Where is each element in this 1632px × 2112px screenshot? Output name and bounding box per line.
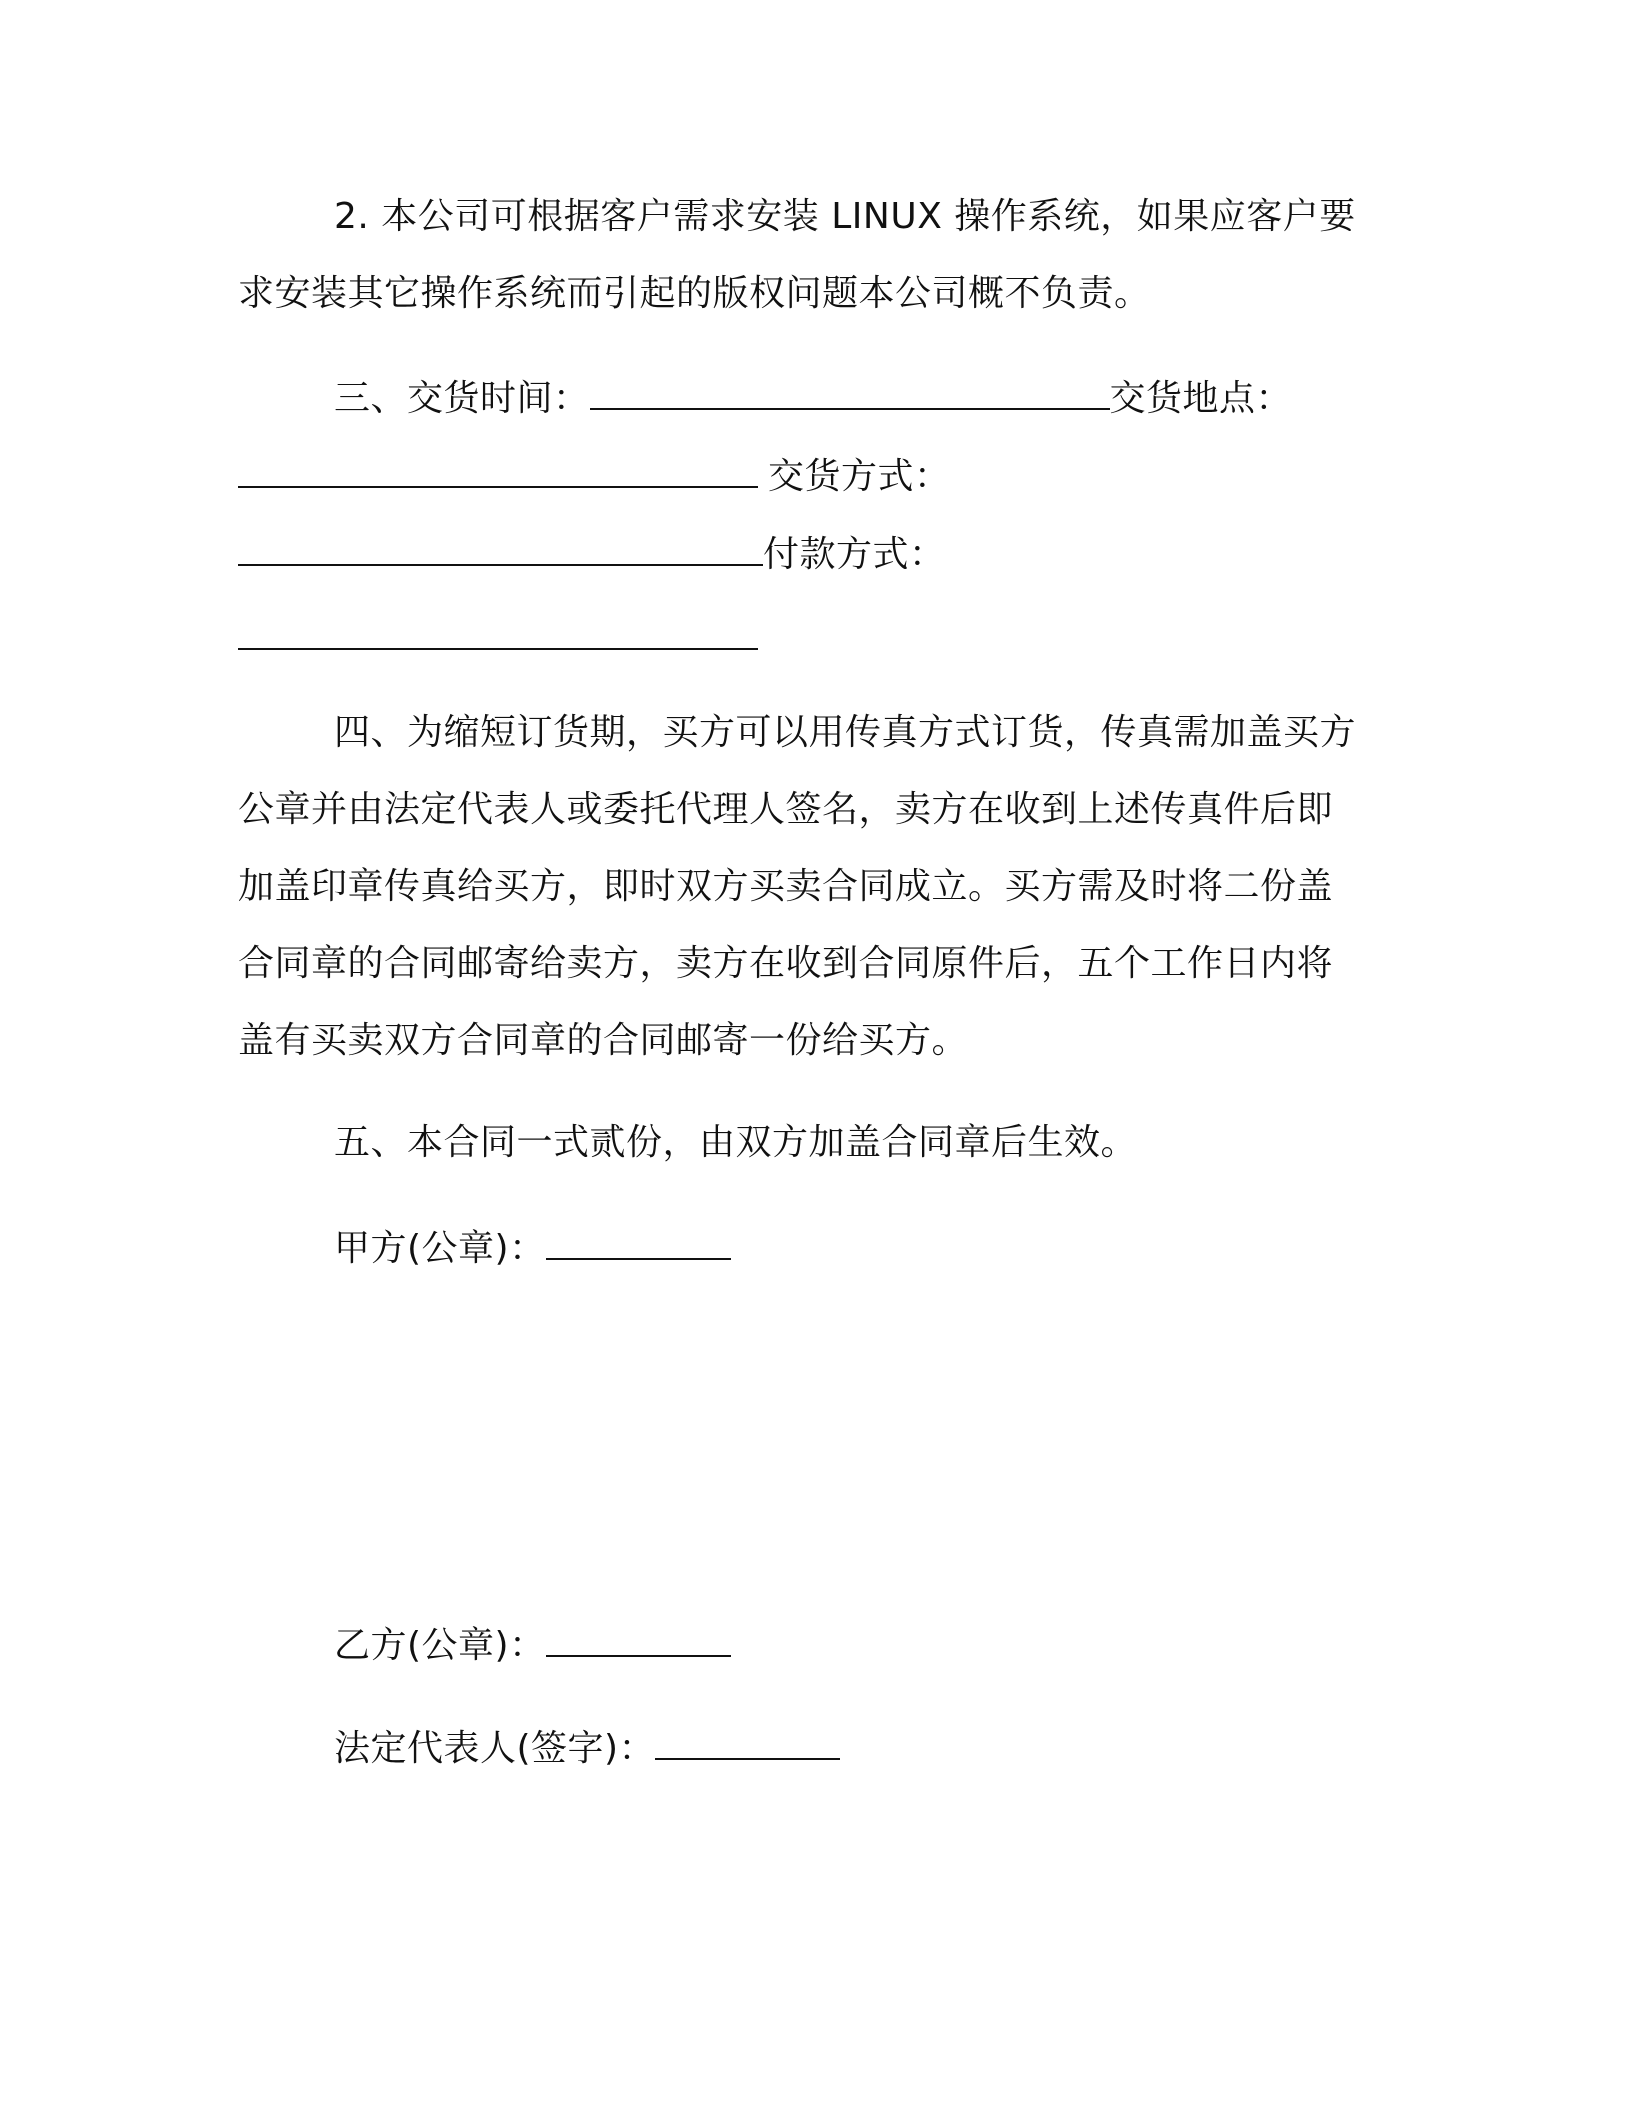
section-4-line-5: 盖有买卖双方合同章的合同邮寄一份给买方。	[238, 1020, 969, 1061]
section-4-line-3: 加盖印章传真给买方，即时双方买卖合同成立。买方需及时将二份盖	[238, 866, 1334, 907]
party-b-label: 乙方(公章)：	[334, 1625, 546, 1666]
section-5: 五、本合同一式贰份，由双方加盖合同章后生效。	[334, 1122, 1138, 1163]
payment-method-row	[238, 528, 946, 579]
clause-2-line-2: 求安装其它操作系统而引起的版权问题本公司概不负责。	[238, 273, 1151, 314]
party-a-signature-blank	[546, 1222, 731, 1260]
delivery-place-blank	[238, 450, 758, 488]
delivery-time-label: 三、交货时间：	[334, 378, 590, 419]
party-b-row	[334, 1619, 731, 1670]
section-4-line-1: 四、为缩短订货期，买方可以用传真方式订货，传真需加盖买方	[334, 712, 1357, 753]
party-b-signature-blank	[546, 1619, 731, 1657]
legal-rep-label: 法定代表人(签字)：	[334, 1728, 656, 1769]
party-a-row	[334, 1222, 731, 1273]
delivery-method-blank	[238, 528, 763, 566]
delivery-time-blank	[590, 372, 1110, 410]
payment-method-blank-row	[238, 612, 758, 663]
section-4-line-2: 公章并由法定代表人或委托代理人签名，卖方在收到上述传真件后即	[238, 789, 1334, 830]
payment-method-label: 付款方式：	[763, 534, 946, 575]
delivery-method-label: 交货方式：	[768, 456, 951, 497]
delivery-method-row	[238, 450, 951, 501]
party-a-label: 甲方(公章)：	[334, 1228, 546, 1269]
legal-rep-signature-blank	[655, 1722, 840, 1760]
legal-rep-row	[334, 1722, 840, 1773]
delivery-time-row	[334, 372, 1292, 423]
clause-2-line-1: 2. 本公司可根据客户需求安装 LINUX 操作系统，如果应客户要	[334, 196, 1356, 237]
delivery-place-label: 交货地点：	[1109, 378, 1293, 419]
payment-method-blank	[238, 612, 758, 650]
section-4-line-4: 合同章的合同邮寄给卖方，卖方在收到合同原件后，五个工作日内将	[238, 943, 1334, 984]
